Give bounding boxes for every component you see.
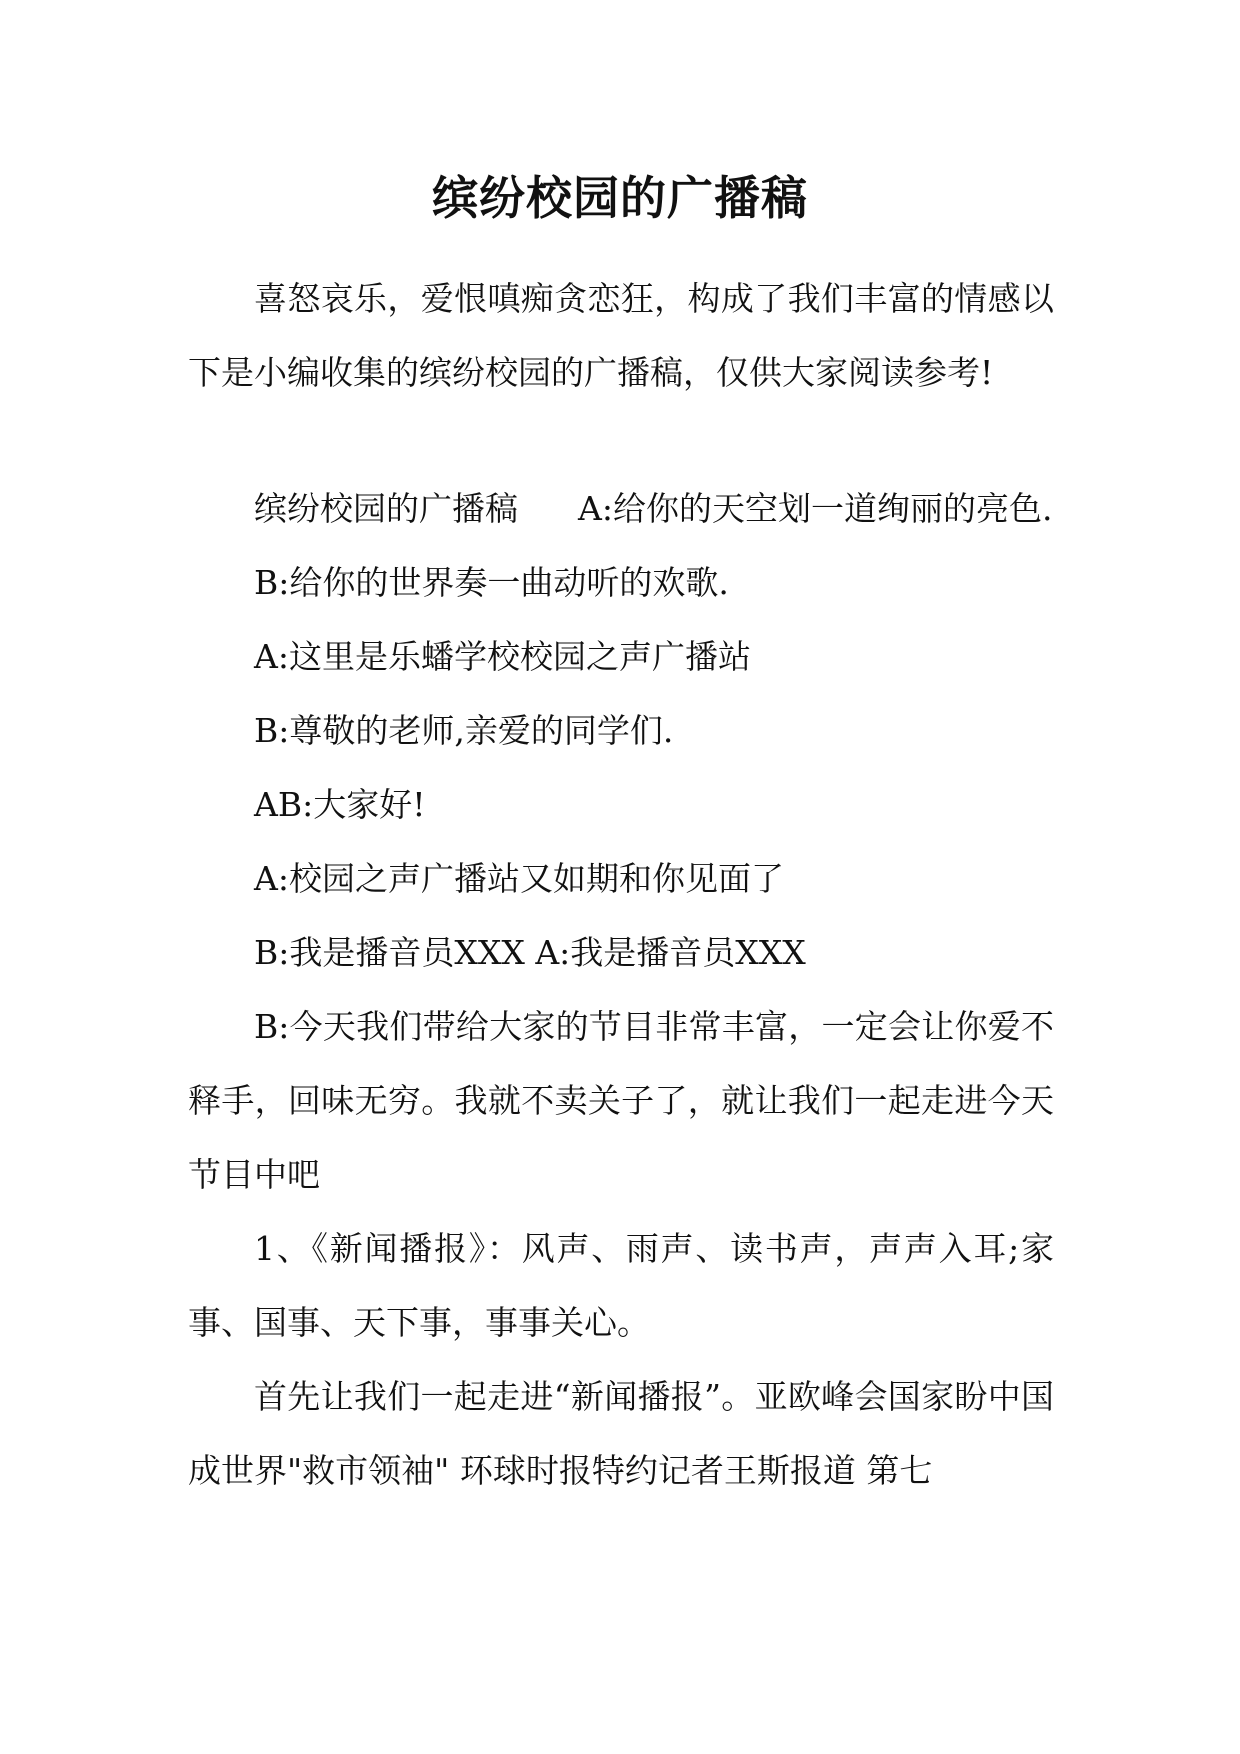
- paragraph-spacer: [188, 410, 1054, 472]
- dialogue-line: B:今天我们带给大家的节目非常丰富，一定会让你爱不释手，回味无穷。我就不卖关子了，就让我们一起走进今天节目中吧: [188, 1007, 1054, 1194]
- dialogue-line: AB:大家好!: [254, 785, 426, 824]
- dialogue-line: B:我是播音员XXX A:我是播音员XXX: [254, 933, 806, 972]
- section-heading-paragraph: [188, 472, 1054, 546]
- intro-paragraph: 喜怒哀乐，爱恨嗔痴贪恋狂，构成了我们丰富的情感以下是小编收集的缤纷校园的广播稿，仅供大家阅读参考!: [188, 279, 1054, 392]
- document-title: 缤纷校园的广播稿: [432, 171, 808, 225]
- dialogue-line: B:给你的世界奏一曲动听的欢歌.: [254, 563, 729, 602]
- news-paragraph: 首先让我们一起走进“新闻播报”。亚欧峰会国家盼中国成世界"救市领袖" 环球时报特约记者王斯报道 第七: [188, 1377, 1054, 1490]
- dialogue-line: B:尊敬的老师,亲爱的同学们.: [254, 711, 674, 750]
- dialogue-line: A:校园之声广播站又如期和你见面了: [254, 859, 784, 898]
- segment-intro: 1、《新闻播报》：风声、雨声、读书声，声声入耳;家事、国事、天下事，事事关心。: [188, 1229, 1054, 1342]
- document-body: [188, 262, 1054, 1508]
- section-heading: 缤纷校园的广播稿: [254, 489, 518, 528]
- dialogue-line: A:给你的天空划一道绚丽的亮色.: [578, 489, 1053, 528]
- dialogue-line: A:这里是乐蟠学校校园之声广播站: [254, 637, 751, 676]
